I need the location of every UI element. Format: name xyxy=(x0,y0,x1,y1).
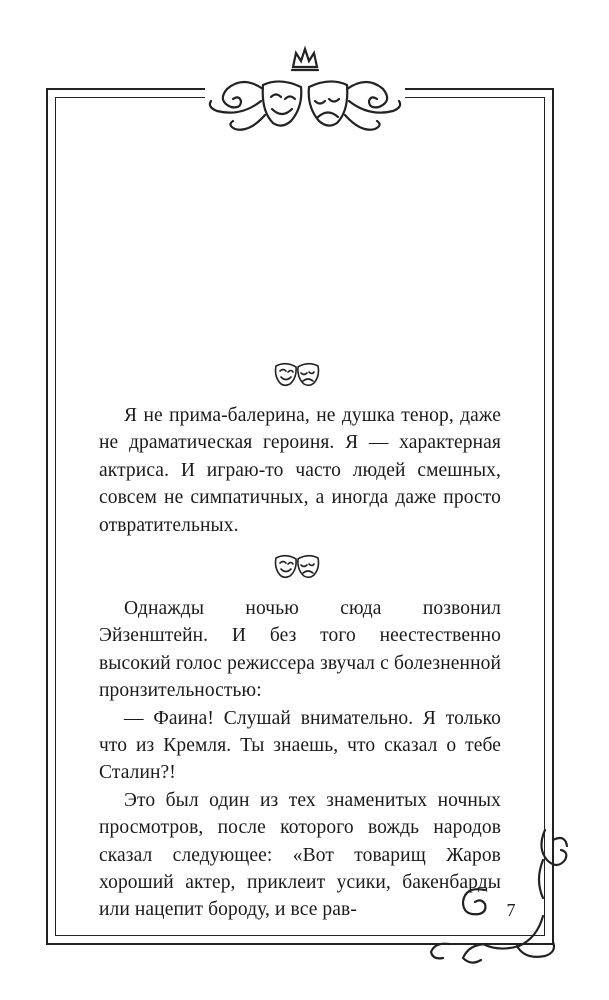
crown-theatre-masks-icon xyxy=(205,45,405,140)
paragraph: Это был один из тех знаменитых ночных просмотров, после которого вождь народов сказал следующее: «Вот товарищ Жаров хороший актер, приклеит усики, бакенбарды или нацепит бороду, и все рав- xyxy=(99,789,501,921)
theatre-masks-icon xyxy=(272,358,322,388)
paragraph: Однажды ночью сюда позвонил Эйзенштейн. И без того неестественно высокий голос режиссера звучал с болезненной пронзительностью: xyxy=(99,598,501,702)
theatre-masks-icon xyxy=(272,550,322,580)
flourish-corner-icon xyxy=(425,820,575,970)
paragraph: Я не прима-балерина, не душка тенор, даже не драматическая героиня. Я — характерная актриса. И играю-то часто людей смешных, совсем не симпатичных, а иногда даже просто отвратительных. xyxy=(99,405,501,536)
page-number: 7 xyxy=(499,898,523,922)
paragraph: — Фаина! Слушай внимательно. Я только что из Кремля. Ты знаешь, что сказал о тебе Сталин?! xyxy=(99,707,501,784)
text-section-1 xyxy=(99,402,501,539)
